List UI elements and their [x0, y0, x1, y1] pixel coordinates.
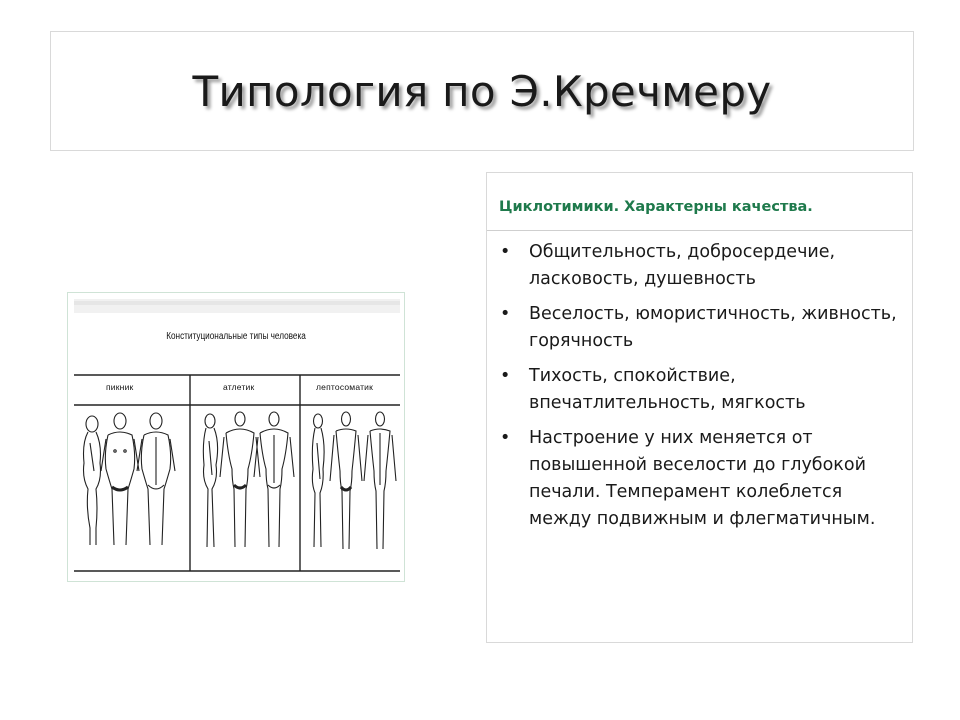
cyclothymic-panel: [486, 172, 913, 643]
bullet-icon: •: [500, 366, 511, 386]
list-item: [497, 301, 897, 355]
figure-caption: Конституциональные типы человека: [166, 331, 306, 342]
trait-list: [497, 239, 897, 541]
bullet-icon: •: [500, 304, 511, 324]
column-label-leptosomatic: лептосоматик: [316, 382, 374, 392]
column-label-pyknic: пикник: [106, 382, 134, 392]
panel-divider: [487, 230, 912, 231]
slide-title: Типология по Э.Кречмеру: [192, 66, 772, 116]
list-item-text: Настроение у них меняется от повышенной веселости до глубокой печали. Темперамент колеблется между подвижным и флегматичным.: [529, 428, 876, 529]
list-item-text: Общительность, добросердечие, ласковость, душевность: [529, 242, 836, 289]
body-types-figure: [67, 292, 405, 582]
list-item: [497, 363, 897, 417]
bullet-icon: •: [500, 428, 511, 448]
title-box: [50, 31, 914, 151]
list-item: [497, 239, 897, 293]
column-label-athletic: атлетик: [223, 382, 255, 392]
list-item-text: Тихость, спокойствие, впечатлительность, мягкость: [529, 366, 806, 413]
list-item: [497, 425, 897, 533]
panel-header: Циклотимики. Характерны качества.: [499, 199, 813, 215]
list-item-text: Веселость, юмористичность, живность, горячность: [529, 304, 897, 351]
bullet-icon: •: [500, 242, 511, 262]
